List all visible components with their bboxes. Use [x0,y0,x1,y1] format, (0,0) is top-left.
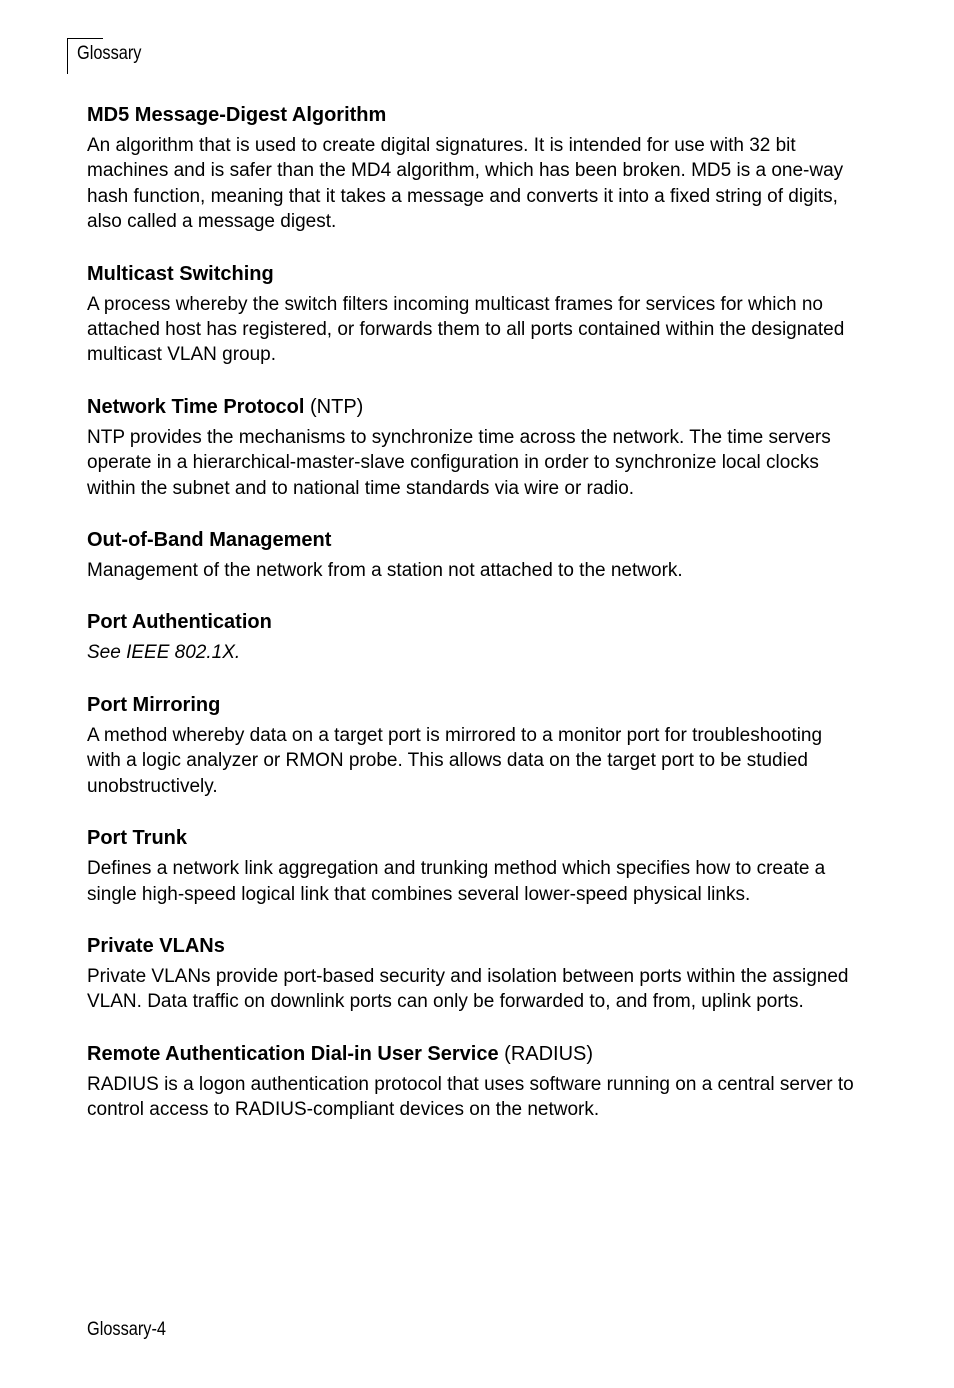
page-number: Glossary-4 [87,1319,166,1340]
entry-term [87,527,857,553]
term-name: Port Trunk [87,827,188,850]
entry-definition: Defines a network link aggregation and trunking method which specifies how to create a single high-speed logical link that combines several lower-speed physical links. [87,858,826,905]
term-name: Remote Authentication Dial-in User Service [87,1042,499,1065]
term-name: Network Time Protocol [87,395,305,418]
glossary-entry-multicast-switching [87,261,857,368]
glossary-entry-radius [87,1041,857,1123]
header-rule-horizontal [67,38,103,39]
header-rule-vertical [67,38,68,74]
entry-definition: NTP provides the mechanisms to synchronize time across the network. The time servers operate in a hierarchical-master-slave configuration in order to synchronize local clocks within the subnet and to national time standards via wire or radio. [87,426,831,499]
term-name: Out-of-Band Management [87,529,332,552]
running-header: Glossary [77,43,142,64]
entry-term [87,394,857,420]
term-name: Port Mirroring [87,693,221,716]
entry-term [87,933,857,959]
term-name: Port Authentication [87,611,272,634]
glossary-entry-port-authentication [87,609,857,665]
entry-term [87,102,857,128]
term-name: MD5 Message-Digest Algorithm [87,104,387,126]
entry-cross-reference: See IEEE 802.1X. [87,642,241,664]
glossary-entry-ntp [87,394,857,501]
glossary-entry-port-mirroring [87,692,857,799]
entry-definition: An algorithm that is used to create digital signatures. It is intended for use with 32 bit machines and is safer than the MD4 algorithm, which has been broken. MD5 is a one-way hash function, meaning that it takes a message and converts it into a fixed string of digits, also called a message digest. [87,135,844,233]
term-abbreviation: (RADIUS) [504,1042,594,1065]
glossary-entries [87,102,857,1149]
entry-term [87,825,857,851]
entry-term [87,261,857,287]
entry-term [87,1041,857,1067]
entry-definition: A method whereby data on a target port is mirrored to a monitor port for troubleshooting with a logic analyzer or RMON probe. This allows data on the target port to be studied unobstructively. [87,724,823,797]
entry-definition: RADIUS is a logon authentication protocol that uses software running on a central server to control access to RADIUS-compliant devices on the network. [87,1073,854,1121]
glossary-entry-md5 [87,102,857,235]
entry-definition: Private VLANs provide port-based security and isolation between ports within the assigned VLAN. Data traffic on downlink ports can only be forwarded to, and from, uplink ports. [87,965,849,1013]
term-name: Private VLANs [87,934,225,957]
term-abbreviation: (NTP) [310,395,364,418]
entry-definition: A process whereby the switch filters incoming multicast frames for services for which no attached host has registered, or forwards them to all ports contained within the designated multicast VLAN group. [87,293,845,366]
entry-term [87,692,857,718]
glossary-entry-out-of-band-management [87,527,857,583]
term-name: Multicast Switching [87,262,274,285]
glossary-entry-port-trunk [87,825,857,907]
entry-definition: Management of the network from a station not attached to the network. [87,560,683,582]
glossary-entry-private-vlans [87,933,857,1015]
entry-term [87,609,857,635]
